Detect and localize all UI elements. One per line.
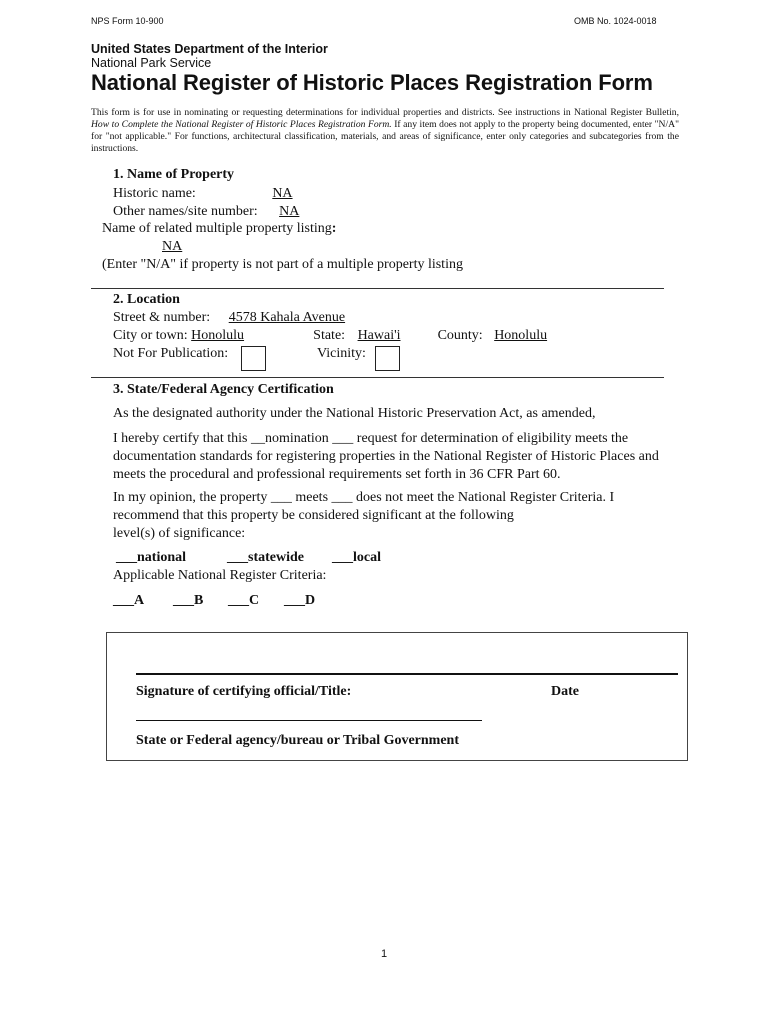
historic-name-label: Historic name:	[113, 186, 200, 201]
na-note: (Enter "N/A" if property is not part of a multiple property listing	[102, 257, 463, 272]
signature-date-label: Date	[551, 684, 579, 699]
city-row	[113, 328, 589, 344]
street-row	[113, 310, 560, 326]
form-number: NPS Form 10-900	[91, 16, 164, 26]
criteria-d-label: D	[305, 593, 316, 608]
department-name: United States Department of the Interior	[91, 42, 328, 56]
criteria-c-label: C	[249, 593, 260, 608]
multiple-listing-row	[102, 221, 336, 237]
multiple-listing-colon: :	[331, 221, 337, 236]
level-statewide-label: statewide	[248, 550, 304, 565]
section-divider	[91, 377, 664, 378]
level-statewide[interactable]: ___statewide	[227, 550, 304, 565]
county-label: County:	[437, 328, 487, 343]
section2-heading: 2. Location	[113, 292, 180, 307]
criteria-b-label: B	[194, 593, 204, 608]
agency-name: National Park Service	[91, 56, 212, 70]
level-local-label: local	[353, 550, 381, 565]
historic-name-value: NA	[272, 186, 293, 201]
opinion-line-2: recommend that this property be considered significant at the following	[113, 508, 514, 523]
page-number: 1	[381, 948, 388, 960]
opinion-line-1: In my opinion, the property ___ meets ___ does not meet the National Register Criteria. I	[113, 490, 615, 505]
historic-name-field[interactable]	[199, 186, 550, 202]
other-names-value: NA	[279, 204, 300, 219]
signature-line[interactable]	[136, 673, 678, 675]
multiple-listing-field[interactable]	[102, 239, 569, 255]
section3-heading: 3. State/Federal Agency Certification	[113, 382, 334, 397]
not-for-publication-label: Not For Publication:	[113, 346, 229, 361]
multiple-listing-label: Name of related multiple property listing	[102, 221, 332, 236]
not-for-publication-checkbox[interactable]	[241, 346, 266, 371]
city-label: City or town:	[113, 328, 192, 343]
other-names-field[interactable]	[261, 204, 462, 220]
county-value: Honolulu	[494, 328, 548, 343]
other-names-row	[113, 204, 462, 220]
agency-line[interactable]	[136, 720, 482, 721]
city-value: Honolulu	[191, 328, 245, 343]
historic-name-row	[113, 186, 550, 202]
intro-text-2: If any item does not apply to the property being documented, enter "N/A" for "not applicable." For functions, architectural classification, materials, and areas of significance, enter only categories and subcategories from the instructions.	[91, 119, 679, 154]
state-field[interactable]	[349, 328, 435, 344]
intro-paragraph	[91, 107, 679, 155]
certify-paragraph: I hereby certify that this __nomination ___ request for determination of eligibility meets the documentation standards for registering properties in the National Register of Historic Places and meets the procedural and professional requirements set forth in 36 CFR Part 60.	[113, 431, 659, 482]
level-national-label: national	[137, 550, 187, 565]
state-value: Hawai'i	[357, 328, 401, 343]
criteria-a-label: A	[134, 593, 145, 608]
criteria-b[interactable]: ___B	[173, 593, 204, 608]
vicinity-checkbox[interactable]	[375, 346, 400, 371]
level-national[interactable]: ___national	[116, 550, 187, 565]
section1-heading: 1. Name of Property	[113, 167, 235, 182]
vicinity-label: Vicinity:	[317, 346, 366, 361]
agency-label: State or Federal agency/bureau or Tribal Government	[136, 733, 460, 748]
criteria-label: Applicable National Register Criteria:	[113, 568, 327, 583]
intro-text-1: This form is for use in nominating or requesting determinations for individual properties and districts. See instructions in National Register Bulletin,	[91, 107, 679, 118]
opinion-line-3: level(s) of significance:	[113, 526, 246, 541]
street-value: 4578 Kahala Avenue	[228, 310, 346, 325]
multiple-listing-value: NA	[162, 239, 183, 254]
city-field[interactable]	[191, 328, 309, 344]
section-divider	[91, 288, 664, 289]
other-names-label: Other names/site number:	[113, 204, 262, 219]
level-local[interactable]: ___local	[332, 550, 381, 565]
criteria-c[interactable]: ___C	[228, 593, 260, 608]
authority-text: As the designated authority under the National Historic Preservation Act, as amended,	[113, 406, 596, 421]
intro-bulletin-title: How to Complete the National Register of Historic Places Registration Form.	[91, 119, 392, 130]
criteria-d[interactable]: ___D	[284, 593, 316, 608]
street-field[interactable]	[214, 310, 560, 326]
street-label: Street & number:	[113, 310, 214, 325]
signature-official-label: Signature of certifying official/Title:	[136, 684, 352, 699]
state-label: State:	[313, 328, 349, 343]
page-title: National Register of Historic Places Registration Form	[91, 70, 653, 95]
county-field[interactable]	[486, 328, 589, 344]
omb-number: OMB No. 1024-0018	[574, 16, 657, 26]
criteria-a[interactable]: ___A	[113, 593, 145, 608]
